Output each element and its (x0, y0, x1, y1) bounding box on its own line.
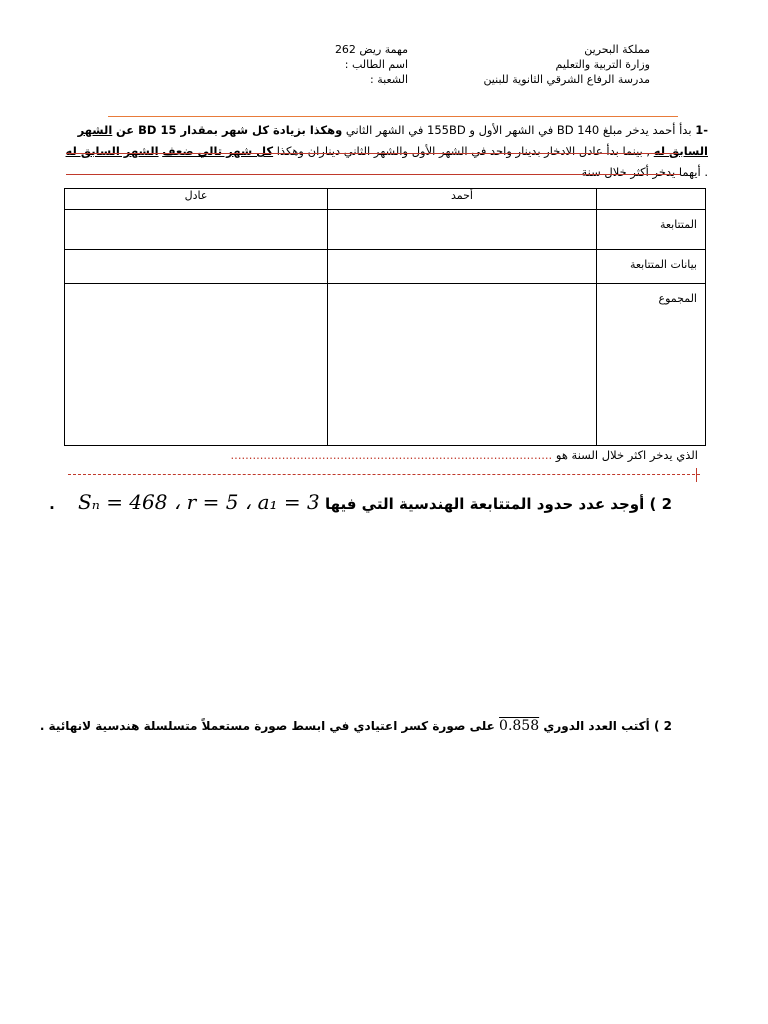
student-name-label: اسم الطالب : (344, 58, 408, 71)
task-header (318, 42, 408, 87)
red-markup-line (66, 174, 680, 175)
answer-table (64, 188, 706, 446)
question-3-number: 2 ) (653, 719, 672, 733)
ministry-label: وزارة التربية والتعليم (555, 58, 650, 71)
adel-sum-cell[interactable] (65, 284, 328, 446)
column-ahmad-header: أحمد (328, 189, 597, 210)
question-2-math: Sₙ = 468 ، r = 5 ، a₁ = 3 (78, 490, 320, 514)
table-corner-cell (597, 189, 706, 210)
adel-data-cell[interactable] (65, 250, 328, 284)
adel-sequence-cell[interactable] (65, 210, 328, 250)
question-1-text-g: . أيهما يدخر أكثر خلال سنة (581, 165, 708, 179)
kingdom-label: مملكة البحرين (584, 43, 650, 56)
column-adel-header: عادل (65, 189, 328, 210)
section-separator (68, 474, 700, 475)
question-3-text-before: أكتب العدد الدوري (543, 719, 650, 733)
conclusion-line (231, 448, 698, 462)
question-1-text-b: وهكذا بزيادة كل شهر بمقدار BD 15 عن (115, 123, 343, 137)
question-1-text-e: كل شهر تالي ضعف (162, 144, 274, 158)
conclusion-text: الذي يدخر اكثر خلال السنة هو (555, 448, 698, 462)
repeating-decimal: 0.858 (499, 718, 540, 734)
table-header-row (65, 189, 706, 210)
question-2-number: 2 ) (649, 495, 672, 513)
section-label: الشعبة : (370, 73, 408, 86)
ahmad-sum-cell[interactable] (328, 284, 597, 446)
question-1-number: -1 (695, 123, 708, 137)
row-sequence-label: المتتابعة (597, 210, 706, 250)
red-markup-line (66, 153, 678, 154)
question-3 (40, 718, 672, 734)
table-row (65, 250, 706, 284)
question-1-text-c: الشهر السابق له (77, 123, 708, 158)
question-2-text: أوجد عدد حدود المتتابعة الهندسية التي فيها (324, 495, 645, 513)
header-divider (108, 116, 678, 117)
question-1-text-d: , بينما بدأ عادل الادخار بدينار واحد في الشهر الأول والشهر الثاني ديناران وهكذا (276, 144, 651, 158)
question-2 (49, 490, 672, 514)
row-sum-label: المجموع (597, 284, 706, 446)
ahmad-sequence-cell[interactable] (328, 210, 597, 250)
answer-blank[interactable]: ........................................................................................ (230, 448, 553, 462)
table-row (65, 284, 706, 446)
section-separator-tick (696, 468, 697, 482)
task-label: مهمة ريض 262 (334, 43, 408, 56)
question-1-text-f: الشهر السابق له (65, 144, 159, 158)
table-row (65, 210, 706, 250)
school-label: مدرسة الرفاع الشرقي الثانوية للبنين (483, 73, 650, 86)
question-3-text-after: على صورة كسر اعتيادي في ابسط صورة مستعملاً متسلسلة هندسية لانهائية . (39, 719, 495, 733)
question-1-text-a: بدأ أحمد يدخر مبلغ 140 BD في الشهر الأول و 155BD في الشهر الثاني (345, 123, 692, 137)
ahmad-data-cell[interactable] (328, 250, 597, 284)
school-header (483, 42, 650, 87)
question-2-end: . (49, 495, 55, 513)
row-data-label: بيانات المتتابعة (597, 250, 706, 284)
